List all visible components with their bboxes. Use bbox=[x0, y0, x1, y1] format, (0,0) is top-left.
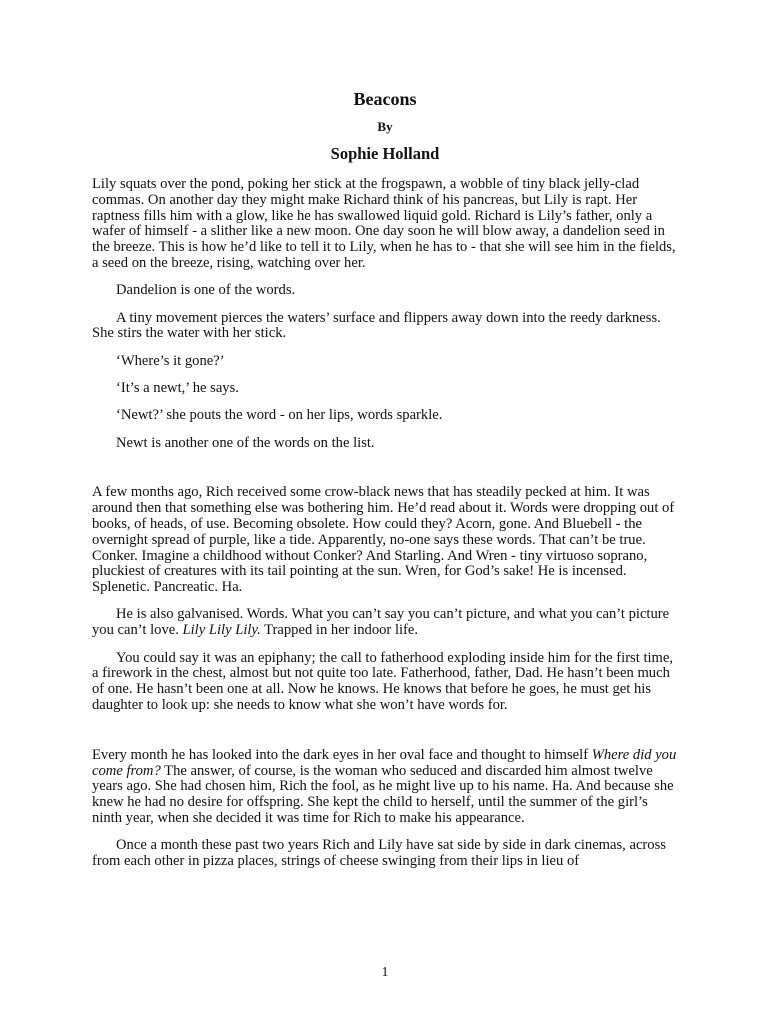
paragraph bbox=[92, 748, 678, 827]
italic-text: Where did you come from? bbox=[92, 746, 677, 779]
paragraph-text: Trapped in her indoor life. bbox=[260, 622, 419, 639]
story-body bbox=[92, 177, 678, 870]
paragraph: Dandelion is one of the words. bbox=[116, 282, 296, 299]
author-name: Sophie Holland bbox=[330, 144, 440, 163]
paragraph: A tiny movement pierces the waters’ surface and flippers away down into the reedy darkness. She stirs the water with her stick. bbox=[92, 309, 661, 342]
paragraph-text: The answer, of course, is the woman who seduced and discarded him almost twelve years ago. She had chosen him, Rich the fool, as he might live up to his name. Ha. And because she knew he had no desire for offspring. She kept the child to herself, until the summer of the girl’s ninth year, when she decided it was time for Rich to make his appearance. bbox=[92, 762, 674, 826]
page-number: 1 bbox=[381, 965, 389, 980]
story-title: Beacons bbox=[353, 89, 417, 109]
paragraph: Once a month these past two years Rich and Lily have sat side by side in dark cinemas, across from each other in pizza places, strings of cheese swinging from their lips in lieu of bbox=[92, 837, 666, 869]
paragraph: Newt is another one of the words on the list. bbox=[116, 434, 375, 451]
byline-label: By bbox=[377, 119, 393, 134]
paragraph: ‘Newt?’ she pouts the word - on her lips, words sparkle. bbox=[116, 407, 443, 424]
paragraph: Lily squats over the pond, poking her stick at the frogspawn, a wobble of tiny black jelly-clad commas. On another day they might make Richard think of his pancreas, but Lily is rapt. Her raptness fills him with a glow, like he has swallowed liquid gold. Richard is Lily’s father, only a wafer of himself - a slither like a new moon. One day soon he will blow away, a dandelion seed in the breeze. This is how he’d like to tell it to Lily, when he has to - that she will see him in the fields, a seed on the breeze, rising, watching over her. bbox=[92, 176, 676, 271]
paragraph: ‘It’s a newt,’ he says. bbox=[116, 379, 239, 396]
paragraph: ‘Where’s it gone?’ bbox=[116, 352, 225, 369]
paragraph: A few months ago, Rich received some crow-black news that has steadily pecked at him. It was around then that something else was bothering him. He’d read about it. Words were dropping out of books, of heads, of use. Becoming obsolete. How could they? Acorn, gone. And Bluebell - the overnight spread of purple, like a tide. Apparently, no-one says these words. That can’t be true. Conker. Imagine a childhood without Conker? And Starling. And Wren - tiny virtuoso soprano, pluckiest of creatures with its tail pointing at the sun. Wren, for God’s sake! He is incensed. Splenetic. Pancreatic. Ha. bbox=[92, 484, 675, 596]
paragraph: You could say it was an epiphany; the call to fatherhood exploding inside him for the first time, a firework in the chest, almost but not quite too late. Fatherhood, father, Dad. He hasn’t been much of one. He hasn’t been one at all. Now he knows. He knows that before he goes, he must get his daughter to look up: she needs to know what she won’t have words for. bbox=[92, 649, 674, 713]
paragraph-text: Every month he has looked into the dark eyes in her oval face and thought to himself bbox=[92, 746, 592, 763]
paragraph bbox=[92, 607, 678, 639]
paragraph-text: He is also galvanised. Words. What you can’t say you can’t picture, and what you can’t picture you can’t love. bbox=[92, 606, 670, 639]
italic-text: Lily Lily Lily. bbox=[182, 622, 261, 639]
